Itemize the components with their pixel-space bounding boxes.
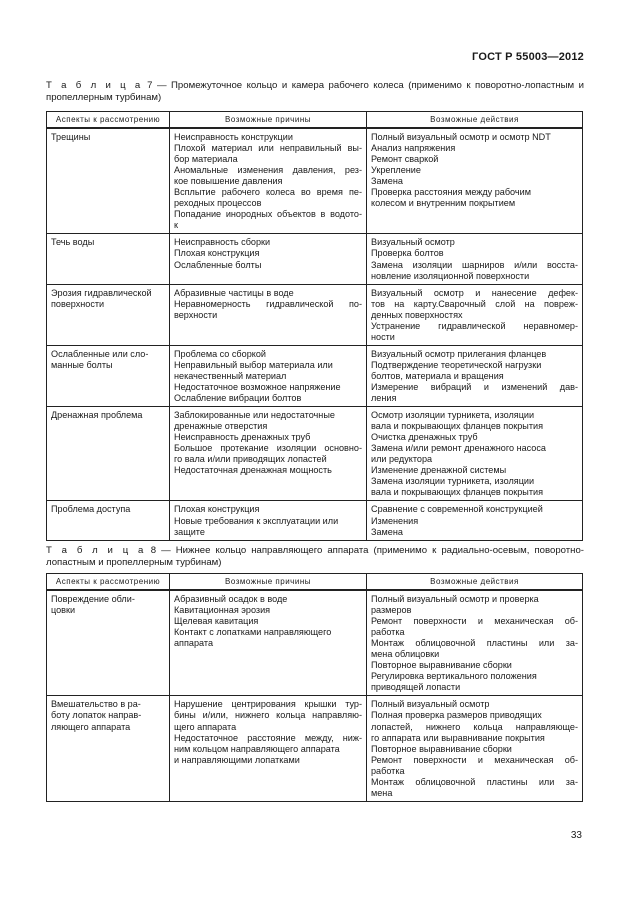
cell-line: ности: [371, 331, 395, 342]
cell-line: Полный визуальный осмотр и проверка: [371, 594, 539, 604]
cell-line: Изменения: [371, 515, 419, 526]
table7-caption-lead: Т а б л и ц а: [46, 80, 143, 91]
cell-line: поверхности: [51, 298, 105, 309]
table8-caption-lead: Т а б л и ц а: [46, 545, 146, 556]
table7-body: [47, 128, 583, 540]
cell-line: некачественный материал: [174, 370, 287, 381]
cell-line: Неравномерность гидравлической по-: [174, 298, 362, 309]
cell-line: Ослабленные болты: [174, 259, 262, 270]
cell-line: Большое протекание изоляции основно-: [174, 443, 362, 454]
cell-line: Изменение дренажной системы: [371, 465, 507, 476]
cell-line: Замена изоляции турникета, изоляции: [371, 476, 535, 487]
cell-line: Вмешательство в ра-: [51, 699, 141, 710]
actions-cell: [367, 407, 583, 501]
table-row: [47, 234, 583, 284]
cell-line: работка: [371, 765, 405, 776]
cell-line: щего аппарата: [174, 721, 237, 732]
cell-line: или редуктора: [371, 454, 433, 465]
cell-line: Ремонт поверхности и механическая об-: [371, 754, 578, 765]
actions-cell: [367, 234, 583, 284]
table-row: [47, 501, 583, 540]
causes-cell: [170, 128, 367, 234]
table8-header-causes: Возможные причины: [170, 574, 367, 591]
cell-line: Монтаж облицовочной пластины или за-: [371, 638, 578, 649]
document-code: ГОСТ Р 55003—2012: [472, 51, 584, 63]
cell-line: го вала и/или приводящих лопастей: [174, 454, 327, 465]
cell-line: Проверка расстояния между рабочим: [371, 187, 531, 198]
cell-line: Полный визуальный осмотр: [371, 699, 490, 710]
actions-cell: [367, 590, 583, 696]
table8-header-row: [47, 574, 583, 591]
cell-line: кое повышение давления: [174, 176, 283, 187]
cell-line: Плохой материал или неправильный вы-: [174, 143, 362, 154]
table8-header-aspects: Аспекты к рассмотрению: [47, 574, 170, 591]
cell-line: Проблема со сборкой: [174, 348, 266, 359]
actions-cell: [367, 696, 583, 801]
cell-line: боту лопаток направ-: [51, 710, 142, 721]
cell-line: Течь воды: [51, 237, 95, 248]
table8-header-actions: Возможные действия: [367, 574, 583, 591]
cell-line: Сравнение с современной конструкцией: [371, 504, 543, 515]
cell-line: Плохая конструкция: [174, 504, 260, 515]
aspect-cell: [47, 590, 170, 696]
cell-line: Всплытие рабочего колеса во время пе-: [174, 187, 362, 198]
actions-cell: [367, 128, 583, 234]
cell-line: к: [174, 220, 178, 231]
aspect-cell: [47, 696, 170, 801]
cell-line: Неправильный выбор материала или: [174, 359, 333, 370]
cell-line: Аномальные изменения давления, рез-: [174, 165, 362, 176]
cell-line: приводящей лопасти: [371, 682, 461, 693]
cell-line: Полная проверка размеров приводящих: [371, 710, 542, 721]
cell-line: Проверка болтов: [371, 248, 444, 259]
table-row: [47, 128, 583, 234]
table8-caption: [46, 545, 584, 569]
cell-line: Новые требования к эксплуатации или: [174, 515, 339, 526]
cell-line: работка: [371, 627, 405, 638]
cell-line: лопастей, нижнего кольца направляюще-: [371, 721, 578, 732]
cell-line: ляющего аппарата: [51, 721, 131, 732]
cell-line: мена: [371, 787, 393, 798]
cell-line: Дренажная проблема: [51, 410, 143, 421]
cell-line: тов на карту.Сварочный слой на повреж-: [371, 298, 578, 309]
cell-line: Заблокированные или недостаточные: [174, 410, 335, 421]
cell-line: Ослабленные или сло-: [51, 348, 149, 359]
table-row: [47, 284, 583, 345]
causes-cell: [170, 345, 367, 406]
table7-header-actions: Возможные действия: [367, 112, 583, 129]
cell-line: бины и/или, нижнего кольца направляю-: [174, 710, 362, 721]
cell-line: Плохая конструкция: [174, 248, 260, 259]
table7-caption: [46, 80, 584, 104]
cell-line: болтов, материала и вращения: [371, 370, 504, 381]
cell-line: вала и покрывающих фланцев покрытия: [371, 421, 543, 432]
cell-line: Подтверждение теоретической нагрузки: [371, 359, 542, 370]
cell-line: Визуальный осмотр и нанесение дефек-: [371, 287, 578, 298]
cell-line: реходных процессов: [174, 198, 262, 209]
cell-line: Трещины: [51, 132, 91, 142]
cell-line: Эрозия гидравлической: [51, 287, 152, 298]
cell-line: Визуальный осмотр прилегания фланцев: [371, 348, 547, 359]
cell-line: мена облицовки: [371, 649, 440, 660]
aspect-cell: [47, 407, 170, 501]
cell-line: Измерение вибраций и изменений дав-: [371, 381, 578, 392]
aspect-cell: [47, 234, 170, 284]
cell-line: Замена изоляции шарниров и/или восста-: [371, 259, 578, 270]
cell-line: Проблема доступа: [51, 504, 131, 515]
cell-line: ления: [371, 393, 397, 404]
causes-cell: [170, 501, 367, 540]
cell-line: манные болты: [51, 359, 113, 370]
page-number: 33: [570, 830, 582, 841]
cell-line: Полный визуальный осмотр и осмотр NDT: [371, 132, 551, 142]
cell-line: Монтаж облицовочной пластины или за-: [371, 776, 578, 787]
cell-line: Замена: [371, 526, 403, 537]
actions-cell: [367, 501, 583, 540]
causes-cell: [170, 407, 367, 501]
table7-header-causes: Возможные причины: [170, 112, 367, 129]
cell-line: Регулировка вертикального положения: [371, 671, 537, 682]
cell-line: дренажные отверстия: [174, 421, 268, 432]
cell-line: Недостаточная дренажная мощность: [174, 465, 332, 476]
cell-line: колесом и внутренним покрытием: [371, 198, 516, 209]
cell-line: Попадание инородных объектов в водото-: [174, 209, 362, 220]
actions-cell: [367, 284, 583, 345]
table-row: [47, 345, 583, 406]
cell-line: аппарата: [174, 638, 213, 649]
cell-line: размеров: [371, 605, 412, 616]
causes-cell: [170, 234, 367, 284]
causes-cell: [170, 696, 367, 801]
cell-line: Неисправность сборки: [174, 237, 271, 248]
cell-line: Абразивные частицы в воде: [174, 287, 294, 298]
cell-line: и направляющими лопатками: [174, 754, 300, 765]
cell-line: го аппарата или выравнивание покрытия: [371, 732, 545, 743]
table-row: [47, 407, 583, 501]
cell-line: защите: [174, 526, 205, 537]
cell-line: Укрепление: [371, 165, 421, 176]
cell-line: Визуальный осмотр: [371, 237, 455, 248]
cell-line: Недостаточное возможное напряжение: [174, 381, 341, 392]
cell-line: Неисправность дренажных труб: [174, 432, 311, 443]
cell-line: Замена и/или ремонт дренажного насоса: [371, 443, 546, 454]
aspect-cell: [47, 345, 170, 406]
aspect-cell: [47, 501, 170, 540]
cell-line: верхности: [174, 309, 218, 320]
cell-line: Недостаточное расстояние между, ниж-: [174, 732, 362, 743]
table8: [46, 573, 583, 802]
cell-line: Замена: [371, 176, 403, 187]
cell-line: Контакт с лопатками направляющего: [174, 627, 332, 638]
table7-header-row: [47, 112, 583, 129]
cell-line: Неисправность конструкции: [174, 132, 293, 142]
cell-line: Устранение гидравлической неравномер-: [371, 320, 578, 331]
cell-line: Ремонт поверхности и механическая об-: [371, 616, 578, 627]
cell-line: вала и покрывающих фланцев покрытия: [371, 487, 543, 498]
cell-line: Осмотр изоляции турникета, изоляции: [371, 410, 535, 421]
cell-line: новление изоляционной поверхности: [371, 270, 530, 281]
table8-caption-text: 8 — Нижнее кольцо направляющего аппарата (применимо к радиально-осевым, поворотно-лопастным и пропеллерным турбинам): [46, 545, 584, 568]
table-row: [47, 696, 583, 801]
cell-line: Анализ напряжения: [371, 143, 456, 154]
cell-line: Ремонт сваркой: [371, 154, 439, 165]
cell-line: Очистка дренажных труб: [371, 432, 478, 443]
cell-line: Абразивный осадок в воде: [174, 594, 288, 604]
cell-line: денных поверхностях: [371, 309, 463, 320]
table8-body: [47, 590, 583, 801]
cell-line: Кавитационная эрозия: [174, 605, 271, 616]
table-row: [47, 590, 583, 696]
cell-line: Повторное выравнивание сборки: [371, 743, 512, 754]
cell-line: Нарушение центрирования крышки тур-: [174, 699, 362, 710]
causes-cell: [170, 590, 367, 696]
cell-line: Щелевая кавитация: [174, 616, 259, 627]
cell-line: Ослабление вибрации болтов: [174, 393, 302, 404]
table7: [46, 111, 583, 541]
table7-caption-text: 7 — Промежуточное кольцо и камера рабочего колеса (применимо к поворотно-лопастным и пропеллерным турбинам): [46, 80, 584, 103]
cell-line: Повторное выравнивание сборки: [371, 660, 512, 671]
aspect-cell: [47, 284, 170, 345]
cell-line: ним кольцом направляющего аппарата: [174, 743, 340, 754]
table7-header-aspects: Аспекты к рассмотрению: [47, 112, 170, 129]
cell-line: Повреждение обли-: [51, 594, 135, 604]
cell-line: цовки: [51, 605, 76, 616]
causes-cell: [170, 284, 367, 345]
aspect-cell: [47, 128, 170, 234]
cell-line: бор материала: [174, 154, 238, 165]
actions-cell: [367, 345, 583, 406]
